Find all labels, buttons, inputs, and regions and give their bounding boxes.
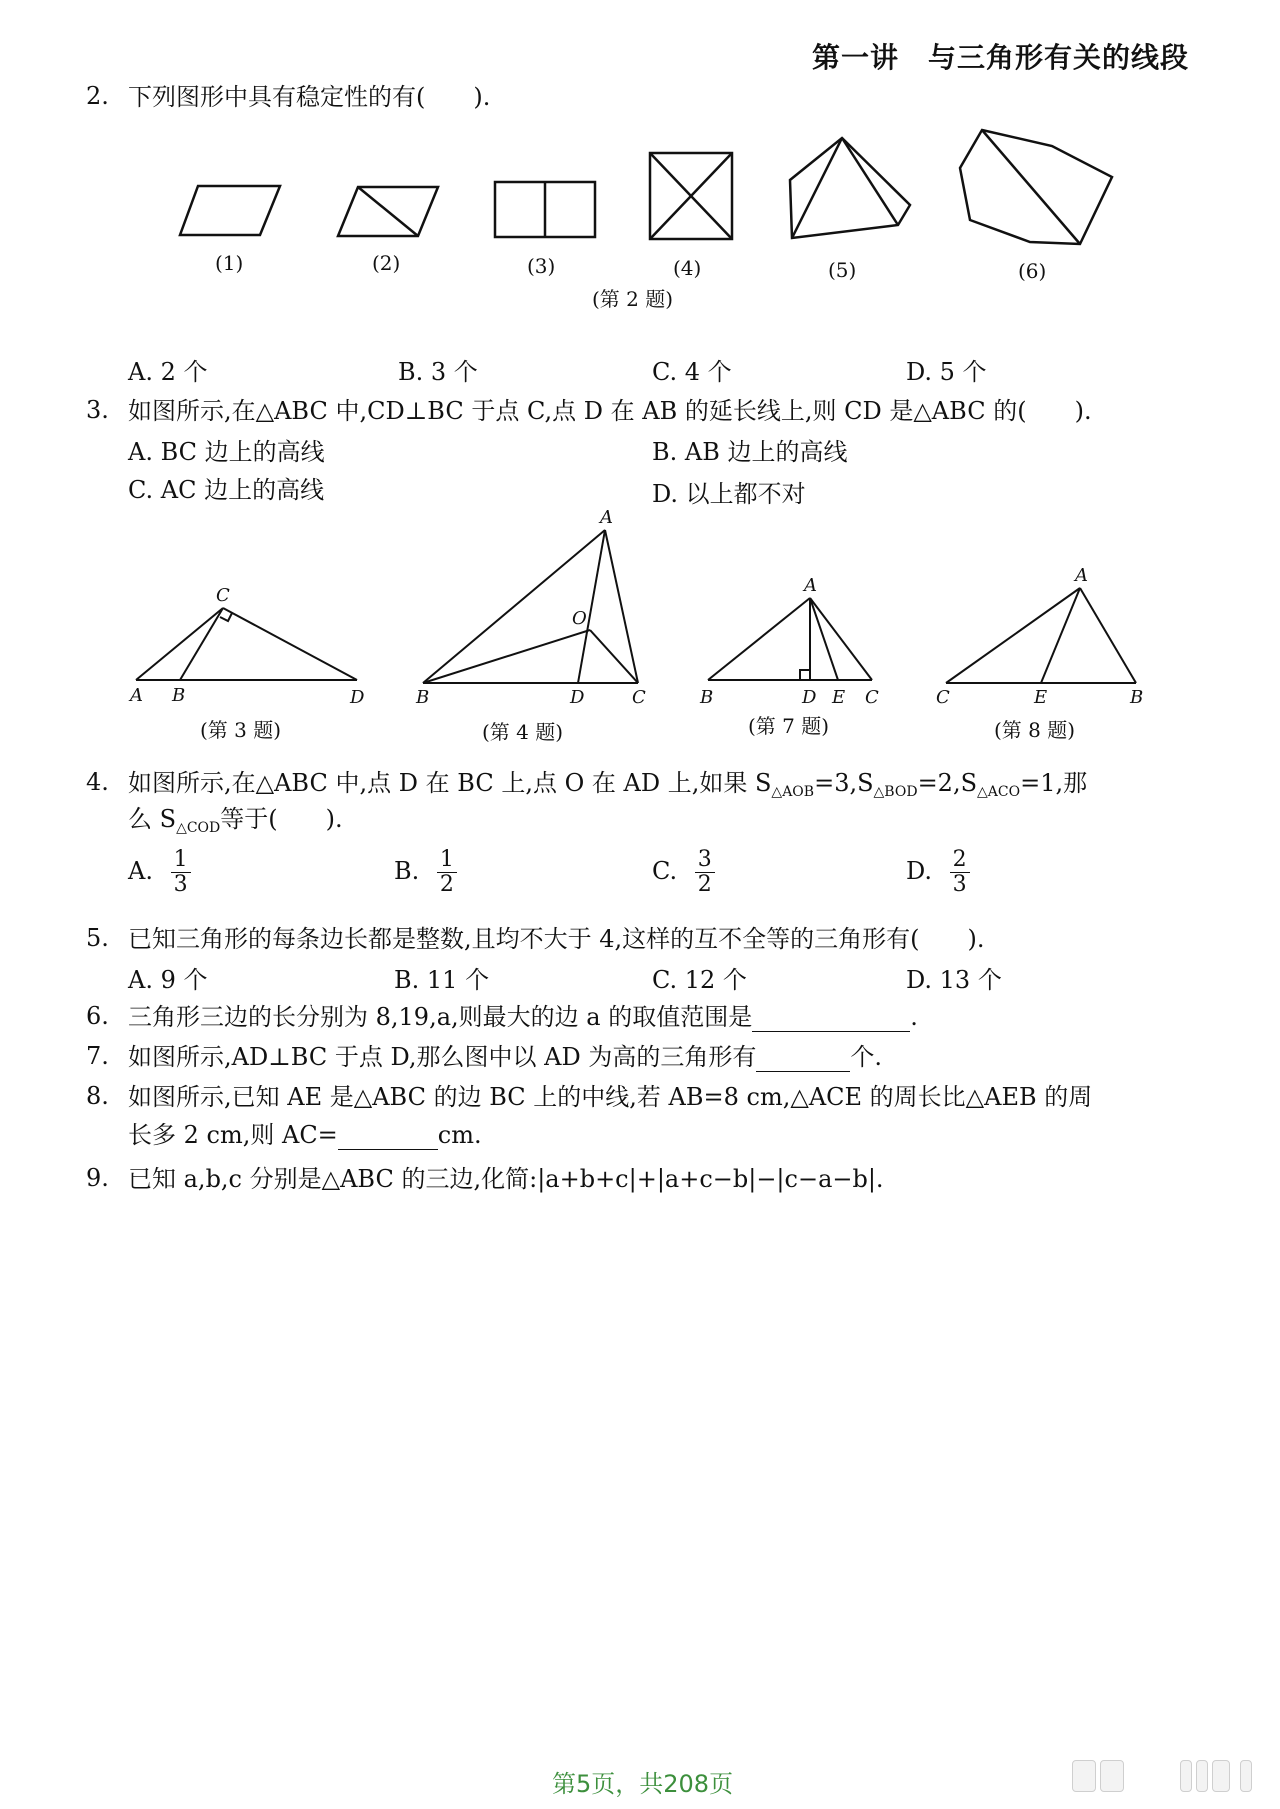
figure-2-label: (2) (372, 251, 401, 275)
figure-4-point-o: O (572, 608, 587, 629)
question-4-text-part: 等于( ). (220, 805, 343, 833)
geometry-figures-row (120, 505, 1180, 750)
toolbar-button-4[interactable] (1196, 1760, 1208, 1792)
question-6-number: 6. (86, 1002, 109, 1030)
figure-4-point-c: C (632, 687, 646, 708)
question-2-number: 2. (86, 82, 109, 110)
option-letter: D. (906, 857, 933, 885)
question-8-answer-blank[interactable] (338, 1127, 438, 1150)
question-6-text-part: 三角形三边的长分别为 8,19,a,则最大的边 a 的取值范围是 (128, 1003, 753, 1031)
figure-8-caption: (第 8 题) (994, 718, 1076, 742)
figure-8-triangle (946, 588, 1136, 683)
fraction-denominator: 2 (439, 872, 454, 897)
area-subscript-cod: △COD (176, 820, 221, 836)
figure-7-point-d: D (802, 687, 817, 708)
question-4-option-a (128, 848, 191, 897)
question-5-option-a: A. 9 个 (128, 966, 208, 994)
question-2-figures (160, 120, 1140, 320)
toolbar-button-2[interactable] (1100, 1760, 1124, 1792)
option-letter: A. (128, 857, 153, 885)
fraction-numerator: 3 (695, 848, 715, 873)
figure-4-caption: (第 4 题) (482, 720, 564, 744)
section-title: 第一讲 与三角形有关的线段 (812, 41, 1190, 74)
figure-3-triangle (136, 608, 357, 680)
question-2-option-c: C. 4 个 (652, 358, 732, 386)
figure-4-point-d: D (570, 687, 585, 708)
figure-7-point-b: B (700, 687, 714, 708)
question-3-option-b: B. AB 边上的高线 (652, 438, 848, 466)
question-8-text-part: cm. (437, 1121, 482, 1149)
figure-6-label: (6) (1018, 259, 1047, 283)
question-9-text: 已知 a,b,c 分别是△ABC 的三边,化简:|a+b+c|+|a+c−b|−|c−a−b|. (128, 1165, 884, 1193)
figure-4-point-b: B (416, 687, 430, 708)
question-4-number: 4. (86, 768, 109, 796)
figure-8-point-e: E (1034, 687, 1048, 708)
question-6-answer-blank[interactable] (752, 1009, 910, 1032)
fraction-denominator: 3 (952, 872, 967, 897)
figure-7-point-e: E (832, 687, 846, 708)
toolbar-button-6[interactable] (1240, 1760, 1252, 1792)
question-2-option-a: A. 2 个 (128, 358, 208, 386)
question-3-option-d: D. 以上都不对 (652, 480, 806, 508)
question-5-option-c: C. 12 个 (652, 966, 747, 994)
option-fraction (171, 848, 191, 897)
question-7-answer-blank[interactable] (756, 1049, 850, 1072)
figure-3-label: (3) (527, 254, 556, 278)
figure-7-point-c: C (865, 687, 879, 708)
figure-3-point-a: A (130, 685, 143, 706)
question-2-option-d: D. 5 个 (906, 358, 987, 386)
toolbar-button-1[interactable] (1072, 1760, 1096, 1792)
question-8-text-part: 长多 2 cm,则 AC= (128, 1121, 338, 1149)
figure-3-point-c: C (216, 585, 230, 606)
question-5-option-b: B. 11 个 (394, 966, 490, 994)
question-4-text-part: =1,那 (1020, 769, 1088, 797)
question-6-text-part: . (910, 1003, 918, 1031)
question-7-text-part: 个. (850, 1043, 882, 1071)
figure-8-point-b: B (1130, 687, 1144, 708)
figure-1-label: (1) (215, 251, 244, 275)
fraction-numerator: 2 (950, 848, 970, 873)
option-fraction (950, 848, 970, 897)
figure-4-triangle (423, 530, 638, 683)
question-4-option-b (394, 848, 457, 897)
option-fraction (437, 848, 457, 897)
figure-7-triangle (708, 598, 872, 680)
question-4-text-part: 如图所示,在△ABC 中,点 D 在 BC 上,点 O 在 AD 上,如果 S (128, 769, 772, 797)
toolbar-button-5[interactable] (1212, 1760, 1230, 1792)
area-subscript-aob: △AOB (771, 784, 815, 800)
question-4-text-part: =2,S (917, 769, 978, 797)
figure-3-point-b: B (172, 685, 186, 706)
question-9-number: 9. (86, 1164, 109, 1192)
question-8-line-2 (128, 1120, 482, 1150)
area-subscript-bod: △BOD (873, 784, 918, 800)
figure-7-caption: (第 7 题) (748, 714, 830, 738)
option-letter: B. (394, 857, 420, 885)
question-3-number: 3. (86, 396, 109, 424)
question-7-text-part: 如图所示,AD⊥BC 于点 D,那么图中以 AD 为高的三角形有 (128, 1043, 757, 1071)
question-4-option-c (652, 848, 715, 897)
figure-3-point-d: D (350, 687, 365, 708)
fraction-denominator: 2 (697, 872, 712, 897)
option-fraction (695, 848, 715, 897)
figure-4-point-a: A (600, 507, 613, 528)
question-4-text-part: 么 S (128, 805, 177, 833)
figure-8-point-c: C (936, 687, 950, 708)
question-4-option-d (906, 848, 970, 897)
figure-4-label: (4) (673, 256, 702, 280)
question-5-number: 5. (86, 924, 109, 952)
question-4-line-2 (128, 804, 343, 843)
question-6-text (128, 1002, 918, 1032)
question-2-stem: 下列图形中具有稳定性的有( ). (128, 83, 491, 111)
question-3-stem: 如图所示,在△ABC 中,CD⊥BC 于点 C,点 D 在 AB 的延长线上,则 CD 是△ABC 的( ). (128, 397, 1092, 425)
question-8-line-1: 如图所示,已知 AE 是△ABC 的边 BC 上的中线,若 AB=8 cm,△ACE 的周长比△AEB 的周 (128, 1083, 1093, 1111)
question-2-option-b: B. 3 个 (398, 358, 478, 386)
question-5-option-d: D. 13 个 (906, 966, 1002, 994)
fraction-numerator: 1 (171, 848, 191, 873)
figure-5-pentagon (790, 138, 910, 238)
question-8-number: 8. (86, 1082, 109, 1110)
figure-8-point-a: A (1075, 565, 1088, 586)
figure-6-hexagon (960, 130, 1112, 244)
question-3-option-a: A. BC 边上的高线 (128, 438, 325, 466)
figure-2-caption: (第 2 题) (592, 287, 674, 311)
question-4-line-1 (128, 768, 1087, 807)
page-indicator: 第5页，共208页 (552, 1770, 734, 1798)
figure-5-label: (5) (828, 258, 857, 282)
question-7-number: 7. (86, 1042, 109, 1070)
area-subscript-aco: △ACO (977, 784, 1021, 800)
question-3-option-c: C. AC 边上的高线 (128, 476, 325, 504)
figure-3-caption: (第 3 题) (200, 718, 282, 742)
option-letter: C. (652, 857, 678, 885)
fraction-numerator: 1 (437, 848, 457, 873)
toolbar-button-3[interactable] (1180, 1760, 1192, 1792)
fraction-denominator: 3 (173, 872, 188, 897)
question-4-text-part: =3,S (814, 769, 874, 797)
question-7-text (128, 1042, 882, 1072)
figure-7-point-a: A (804, 575, 817, 596)
figure-1-parallelogram (180, 186, 280, 235)
question-5-stem: 已知三角形的每条边长都是整数,且均不大于 4,这样的互不全等的三角形有( ). (128, 925, 985, 953)
